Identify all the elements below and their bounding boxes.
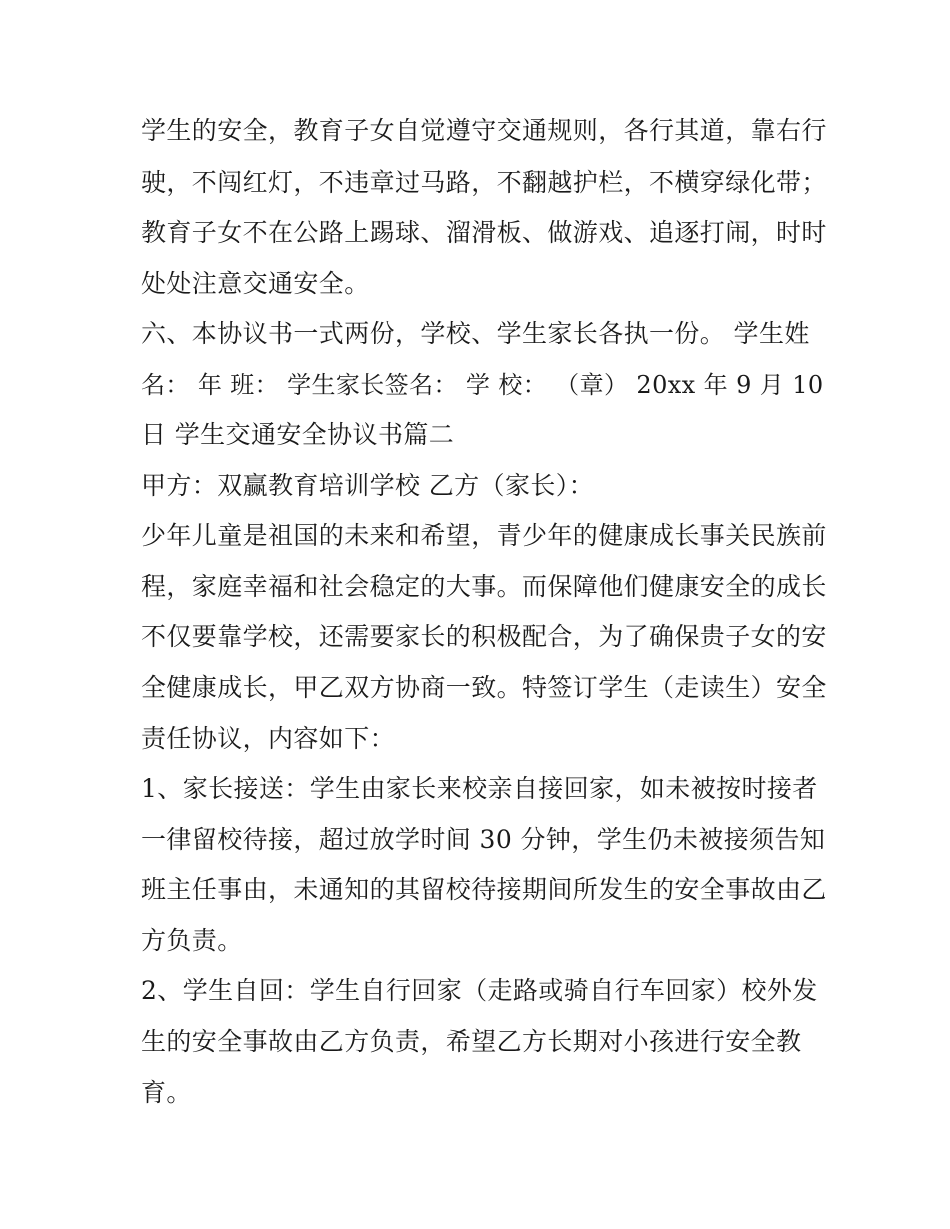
text-line: 一律留校待接，超过放学时间 30 分钟，学生仍未被接须告知: [141, 825, 826, 854]
text-line: 六、本协议书一式两份，学校、学生家长各执一份。 学生姓: [141, 319, 810, 348]
text-line: 育。: [141, 1078, 192, 1107]
text-line: 处处注意交通安全。: [141, 269, 370, 298]
text-line: 方负责。: [141, 926, 243, 955]
text-line: 日 学生交通安全协议书篇二: [141, 420, 455, 449]
text-line: 班主任事由，未通知的其留校待接期间所发生的安全事故由乙: [141, 875, 827, 904]
text-line: 教育子女不在公路上踢球、溜滑板、做游戏、追逐打闹，时时: [141, 218, 827, 247]
text-line: 1、家长接送：学生由家长来校亲自接回家，如未被按时接者: [141, 774, 818, 803]
text-line: 名： 年 班： 学生家长签名： 学 校： （章） 20xx 年 9 月 10: [141, 371, 824, 399]
text-line: 少年儿童是祖国的未来和希望，青少年的健康成长事关民族前: [141, 521, 827, 550]
text-line: 全健康成长，甲乙双方协商一致。特签订学生（走读生）安全: [141, 673, 827, 702]
text-line: 生的安全事故由乙方负责，希望乙方长期对小孩进行安全教: [141, 1027, 802, 1056]
text-line: 程，家庭幸福和社会稳定的大事。而保障他们健康安全的成长: [141, 572, 827, 601]
text-line: 驶，不闯红灯，不违章过马路，不翻越护栏，不横穿绿化带；: [141, 168, 827, 197]
text-line: 不仅要靠学校，还需要家长的积极配合，为了确保贵子女的安: [141, 622, 827, 651]
text-line: 甲方：双赢教育培训学校 乙方（家长）：: [141, 471, 595, 500]
text-line: 2、学生自回：学生自行回家（走路或骑自行车回家）校外发: [141, 976, 818, 1005]
text-line: 责任协议，内容如下：: [141, 724, 396, 753]
text-line: 学生的安全，教育子女自觉遵守交通规则，各行其道，靠右行: [141, 116, 827, 145]
